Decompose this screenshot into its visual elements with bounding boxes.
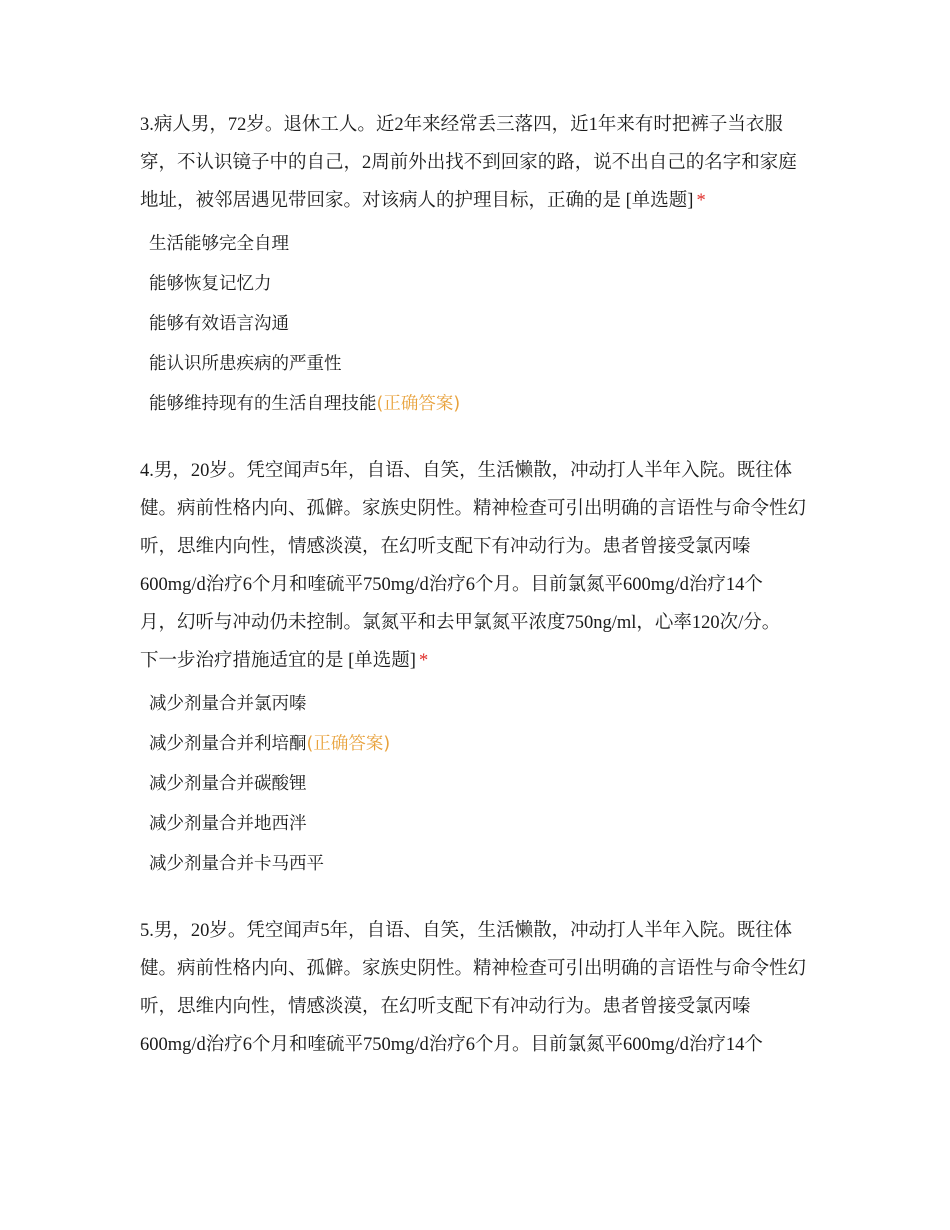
stem-line: 听，思维内向性，情感淡漠，在幻听支配下有冲动行为。患者曾接受氯丙嗪 xyxy=(140,997,751,1017)
question-stem xyxy=(140,106,812,220)
stem-line xyxy=(140,182,812,220)
stem-line-text: 地址，被邻居遇见带回家。对该病人的护理目标，正确的是 [单选题] xyxy=(140,191,694,211)
correct-answer-tag: (正确答案) xyxy=(306,734,391,754)
question-5 xyxy=(140,912,812,1064)
option-label: 减少剂量合并地西泮 xyxy=(149,814,307,834)
question-3 xyxy=(140,106,812,424)
option-item[interactable] xyxy=(149,384,812,424)
option-label: 减少剂量合并利培酮 xyxy=(149,734,307,754)
stem-line: 穿，不认识镜子中的自己，2周前外出找不到回家的路，说不出自己的名字和家庭 xyxy=(140,153,797,173)
stem-line: 3.病人男，72岁。退休工人。近2年来经常丢三落四，近1年来有时把裤子当衣服 xyxy=(140,115,783,135)
option-list xyxy=(140,224,812,424)
stem-line-text: 下一步治疗措施适宜的是 [单选题] xyxy=(140,651,416,671)
option-label: 能够维持现有的生活自理技能 xyxy=(149,394,377,414)
required-mark: * xyxy=(696,191,706,211)
option-item[interactable] xyxy=(149,844,812,884)
option-label: 减少剂量合并卡马西平 xyxy=(149,854,324,874)
required-mark: * xyxy=(418,651,429,671)
option-item[interactable] xyxy=(149,724,812,764)
option-item[interactable] xyxy=(149,804,812,844)
option-label: 生活能够完全自理 xyxy=(149,234,289,254)
option-item[interactable] xyxy=(149,264,812,304)
stem-line: 600mg/d治疗6个月和喹硫平750mg/d治疗6个月。目前氯氮平600mg/d治疗14个 xyxy=(140,1035,763,1055)
option-item[interactable] xyxy=(149,304,812,344)
question-stem xyxy=(140,912,812,1064)
stem-line: 听，思维内向性，情感淡漠，在幻听支配下有冲动行为。患者曾接受氯丙嗪 xyxy=(140,537,751,557)
correct-answer-tag: (正确答案) xyxy=(376,394,461,414)
stem-line: 健。病前性格内向、孤僻。家族史阴性。精神检查可引出明确的言语性与命令性幻 xyxy=(140,499,807,519)
stem-line: 健。病前性格内向、孤僻。家族史阴性。精神检查可引出明确的言语性与命令性幻 xyxy=(140,959,807,979)
stem-line: 月，幻听与冲动仍未控制。氯氮平和去甲氯氮平浓度750ng/ml，心率120次/分。 xyxy=(140,613,781,633)
option-item[interactable] xyxy=(149,764,812,804)
question-stem xyxy=(140,452,812,680)
question-document xyxy=(140,106,812,1092)
option-label: 能够恢复记忆力 xyxy=(149,274,272,294)
option-item[interactable] xyxy=(149,684,812,724)
stem-line xyxy=(140,642,812,680)
stem-line: 600mg/d治疗6个月和喹硫平750mg/d治疗6个月。目前氯氮平600mg/d治疗14个 xyxy=(140,575,763,595)
option-label: 减少剂量合并碳酸锂 xyxy=(149,774,307,794)
option-item[interactable] xyxy=(149,344,812,384)
option-label: 减少剂量合并氯丙嗪 xyxy=(149,694,307,714)
option-list xyxy=(140,684,812,884)
option-label: 能认识所患疾病的严重性 xyxy=(149,354,342,374)
stem-line: 4.男，20岁。凭空闻声5年，自语、自笑，生活懒散，冲动打人半年入院。既往体 xyxy=(140,461,793,481)
question-4 xyxy=(140,452,812,884)
option-item[interactable] xyxy=(149,224,812,264)
stem-line: 5.男，20岁。凭空闻声5年，自语、自笑，生活懒散，冲动打人半年入院。既往体 xyxy=(140,921,793,941)
option-label: 能够有效语言沟通 xyxy=(149,314,289,334)
